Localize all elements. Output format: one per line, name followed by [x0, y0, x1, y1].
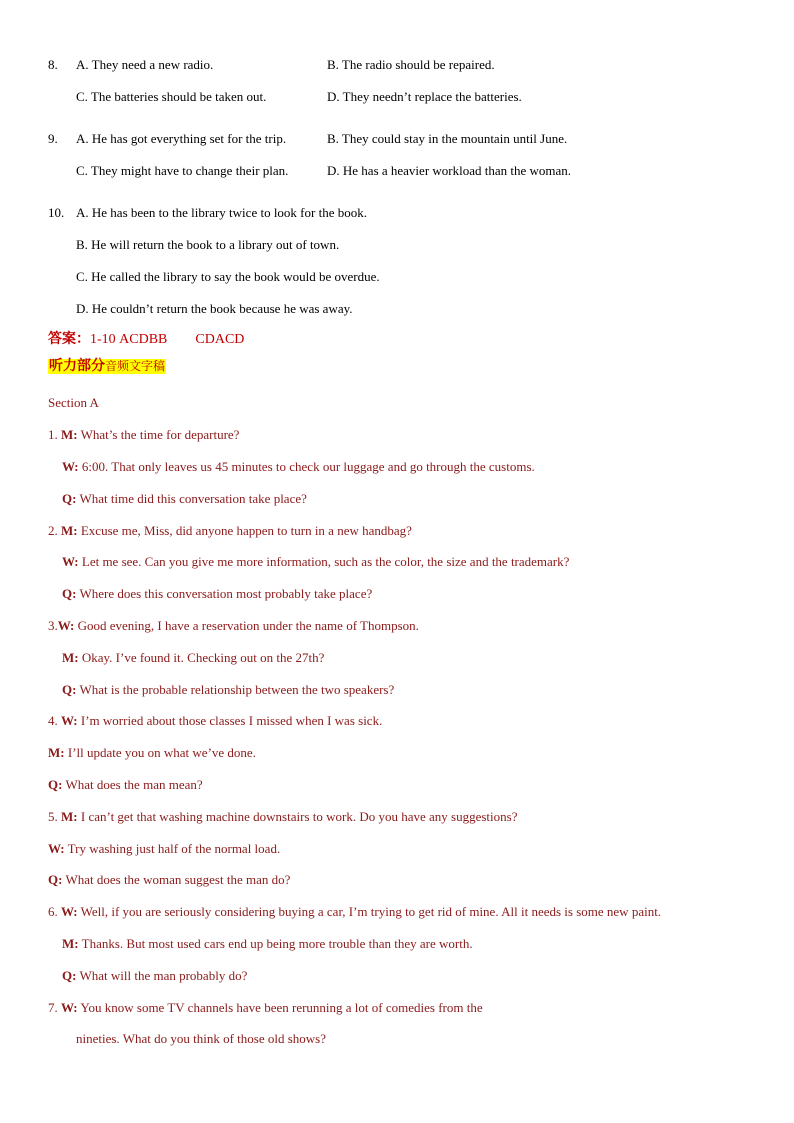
speaker-label: W: — [62, 554, 79, 569]
question-9-option-c: C. They might have to change their plan. — [76, 163, 289, 178]
dialogue-number: 4. — [48, 713, 58, 728]
dialogue-text: What time did this conversation take place? — [79, 491, 307, 506]
question-9-option-b: B. They could stay in the mountain until June. — [327, 131, 568, 146]
speaker-label: M: — [62, 650, 79, 665]
dialogue-5-line-3 — [48, 872, 290, 888]
question-10-number: 10. — [48, 205, 65, 220]
question-10-option-b: B. He will return the book to a library out of town. — [76, 237, 340, 252]
speaker-label: W: — [62, 459, 79, 474]
dialogue-text: What will the man probably do? — [79, 968, 248, 983]
speaker-label: W: — [61, 713, 78, 728]
dialogue-1-line-3 — [62, 491, 307, 507]
transcript-heading — [48, 358, 166, 375]
dialogue-5-line-2 — [48, 841, 280, 857]
answer-label: 答案： — [48, 332, 90, 347]
dialogue-5-line-1 — [48, 809, 517, 825]
dialogue-number: 2. — [48, 523, 58, 538]
dialogue-text: Where does this conversation most probably take place? — [79, 586, 373, 601]
answer-value-2: CDACD — [195, 332, 245, 347]
speaker-label: Q: — [48, 777, 63, 792]
dialogue-4-line-1 — [48, 713, 382, 729]
question-8-option-c: C. The batteries should be taken out. — [76, 89, 267, 104]
question-8-option-b: B. The radio should be repaired. — [327, 57, 495, 72]
dialogue-number: 6. — [48, 904, 58, 919]
speaker-label: M: — [61, 523, 78, 538]
dialogue-4-line-3 — [48, 777, 203, 793]
dialogue-2-line-1 — [48, 523, 412, 539]
question-10-option-d: D. He couldn’t return the book because he was away. — [76, 301, 353, 316]
dialogue-text: Well, if you are seriously considering buying a car, I’m trying to get rid of mine. All it needs is some new paint. — [80, 904, 662, 919]
dialogue-3-line-3 — [62, 682, 394, 698]
dialogue-text: What is the probable relationship between the two speakers? — [79, 682, 395, 697]
question-8-option-a: A. They need a new radio. — [76, 57, 214, 72]
dialogue-text: What does the woman suggest the man do? — [65, 872, 291, 887]
speaker-label: W: — [61, 904, 78, 919]
dialogue-text: What does the man mean? — [65, 777, 203, 792]
dialogue-3-line-1 — [48, 618, 419, 634]
dialogue-1-line-2 — [62, 459, 535, 475]
dialogue-4-line-2 — [48, 745, 256, 761]
dialogue-3-line-2 — [62, 650, 324, 666]
dialogue-text: You know some TV channels have been rerunning a lot of comedies from the — [80, 1000, 483, 1015]
speaker-label: Q: — [62, 968, 77, 983]
dialogue-6-line-2 — [62, 936, 473, 952]
dialogue-text: nineties. What do you think of those old shows? — [76, 1031, 326, 1046]
answer-key — [48, 332, 244, 348]
speaker-label: Q: — [48, 872, 63, 887]
speaker-label: M: — [62, 936, 79, 951]
question-8-option-d: D. They needn’t replace the batteries. — [327, 89, 522, 104]
speaker-label: M: — [48, 745, 65, 760]
dialogue-text: I’m worried about those classes I missed when I was sick. — [80, 713, 383, 728]
speaker-label: M: — [61, 809, 78, 824]
dialogue-text: I can’t get that washing machine downstairs to work. Do you have any suggestions? — [80, 809, 518, 824]
dialogue-text: Okay. I’ve found it. Checking out on the 27th? — [81, 650, 325, 665]
question-9-number: 9. — [48, 131, 58, 146]
dialogue-text: I’ll update you on what we’ve done. — [67, 745, 256, 760]
dialogue-6-line-1 — [48, 904, 661, 920]
dialogue-text: 6:00. That only leaves us 45 minutes to check our luggage and go through the customs. — [81, 459, 535, 474]
heading-main: 听力部分 — [49, 359, 105, 374]
dialogue-text: What’s the time for departure? — [80, 427, 240, 442]
dialogue-7-line-1 — [48, 1000, 483, 1016]
speaker-label: Q: — [62, 491, 77, 506]
section-label: Section A — [48, 395, 99, 410]
dialogue-1-line-1 — [48, 427, 239, 443]
dialogue-2-line-2 — [62, 554, 569, 570]
speaker-label: W: — [61, 1000, 78, 1015]
speaker-label: Q: — [62, 682, 77, 697]
speaker-label: M: — [61, 427, 78, 442]
speaker-label: W: — [57, 618, 75, 633]
question-9-option-a: A. He has got everything set for the trip. — [76, 131, 287, 146]
dialogue-text: Let me see. Can you give me more information, such as the color, the size and the trademark? — [81, 554, 570, 569]
dialogue-number: 5. — [48, 809, 58, 824]
dialogue-text: Try washing just half of the normal load. — [67, 841, 281, 856]
dialogue-number: 7. — [48, 1000, 58, 1015]
dialogue-6-line-3 — [62, 968, 247, 984]
question-10-option-c: C. He called the library to say the book would be overdue. — [76, 269, 380, 284]
dialogue-7-line-2 — [76, 1031, 326, 1047]
speaker-label: W: — [48, 841, 65, 856]
dialogue-text: Excuse me, Miss, did anyone happen to turn in a new handbag? — [80, 523, 412, 538]
heading-highlight — [48, 359, 166, 374]
dialogue-2-line-3 — [62, 586, 372, 602]
question-9-option-d: D. He has a heavier workload than the woman. — [327, 163, 572, 178]
dialogue-text: Thanks. But most used cars end up being more trouble than they are worth. — [81, 936, 473, 951]
speaker-label: Q: — [62, 586, 77, 601]
answer-value-1: 1-10 ACDBB — [90, 332, 168, 347]
dialogue-number: 1. — [48, 427, 58, 442]
question-8-number: 8. — [48, 57, 58, 72]
question-10-option-a: A. He has been to the library twice to look for the book. — [76, 205, 367, 220]
dialogue-number: 3. — [48, 618, 58, 633]
heading-sub: 音频文字稿 — [105, 359, 166, 373]
dialogue-text: Good evening, I have a reservation under the name of Thompson. — [77, 618, 419, 633]
